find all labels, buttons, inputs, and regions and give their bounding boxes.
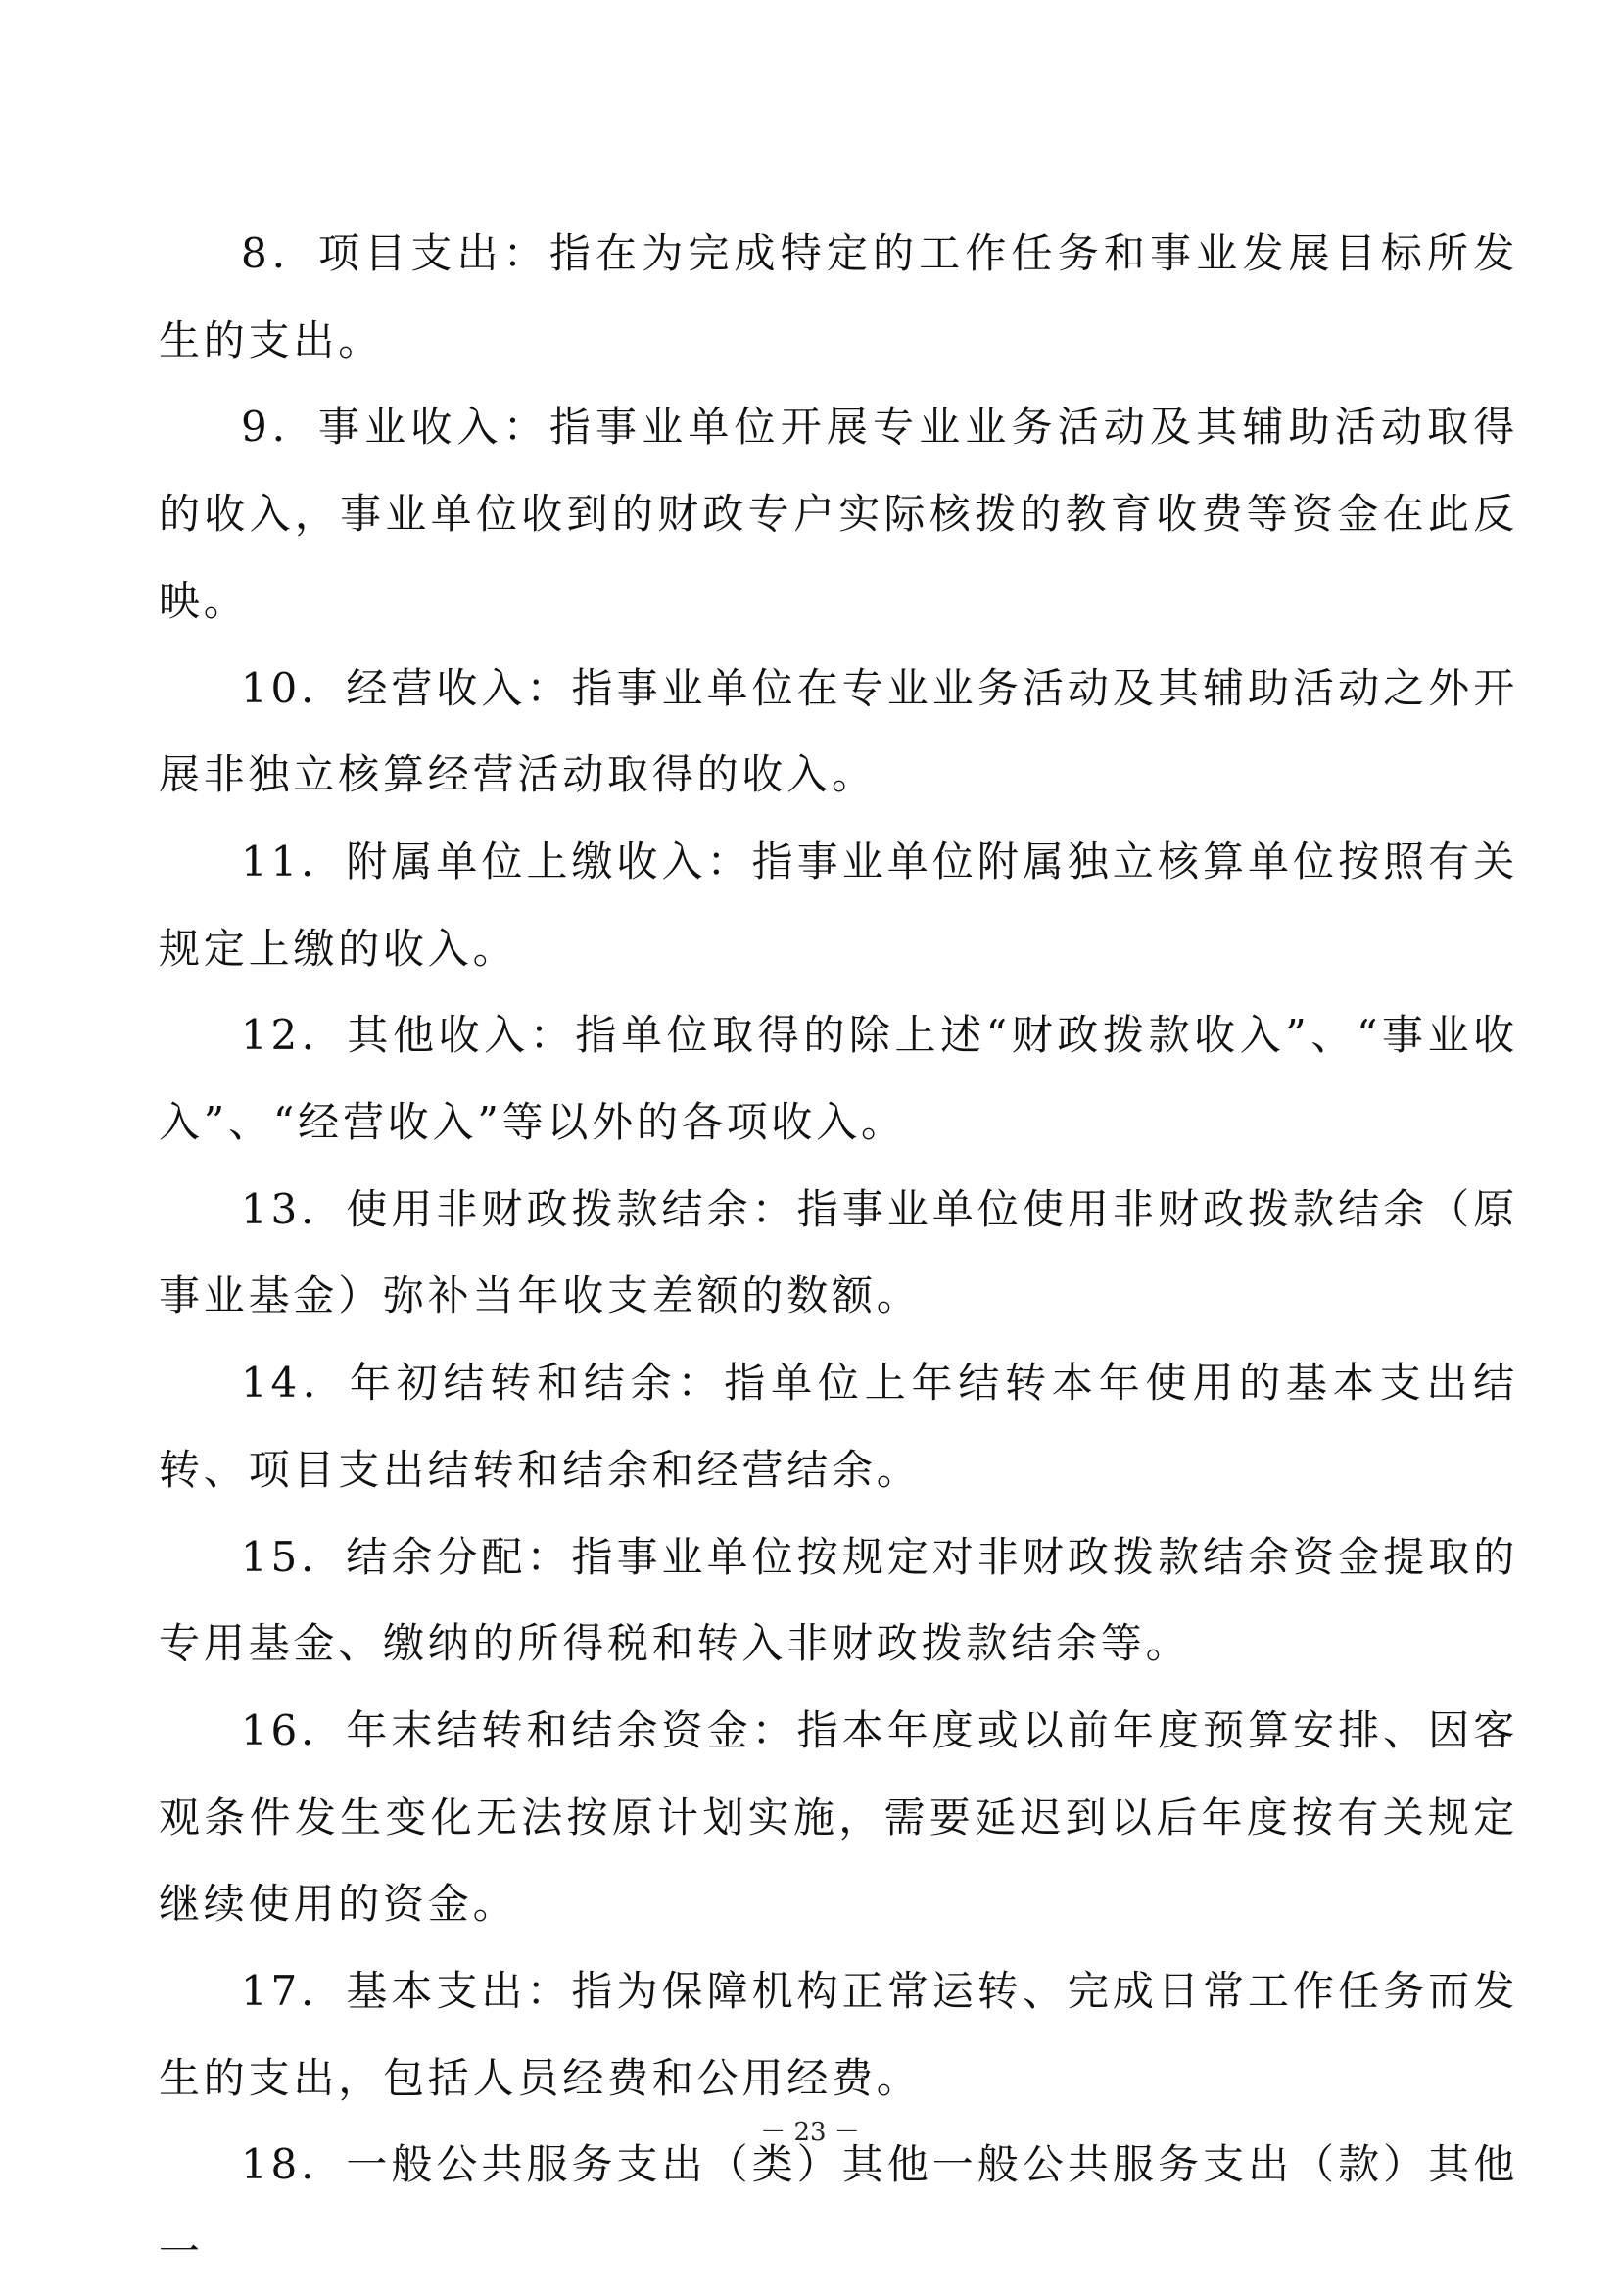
paragraph-item-12: 12．其他收入：指单位取得的除上述“财政拨款收入”、“事业收入”、“经营收入”等以外的各项收入。 bbox=[159, 1011, 1518, 1147]
paragraph-item-16: 16．年末结转和结余资金：指本年度或以前年度预算安排、因客观条件发生变化无法按原计划实施，需要延迟到以后年度按有关规定继续使用的资金。 bbox=[159, 1705, 1518, 1929]
paragraph-item-10: 10．经营收入：指事业单位在专业业务活动及其辅助活动之外开展非独立核算经营活动取得的收入。 bbox=[159, 663, 1518, 799]
paragraph-item-8: 8．项目支出：指在为完成特定的工作任务和事业发展目标所发生的支出。 bbox=[159, 229, 1518, 364]
paragraph-item-15: 15．结余分配：指事业单位按规定对非财政拨款结余资金提取的专用基金、缴纳的所得税和转入非财政拨款结余等。 bbox=[159, 1532, 1518, 1668]
paragraph-item-18: 18．一般公共服务支出（类）其他一般公共服务支出（款）其他一 bbox=[159, 2140, 1518, 2276]
paragraph-item-13: 13．使用非财政拨款结余：指事业单位使用非财政拨款结余（原事业基金）弥补当年收支差额的数额。 bbox=[159, 1184, 1518, 1320]
paragraph-item-17: 17．基本支出：指为保障机构正常运转、完成日常工作任务而发生的支出，包括人员经费和公用经费。 bbox=[159, 1967, 1518, 2102]
document-body bbox=[159, 211, 1518, 2296]
paragraph-item-9: 9．事业收入：指事业单位开展专业业务活动及其辅助活动取得的收入，事业单位收到的财政专户实际核拨的教育收费等资金在此反映。 bbox=[159, 403, 1518, 625]
paragraph-item-11: 11．附属单位上缴收入：指事业单位附属独立核算单位按照有关规定上缴的收入。 bbox=[159, 837, 1518, 973]
page-number: － 23 － bbox=[760, 2118, 860, 2147]
paragraph-item-14: 14．年初结转和结余：指单位上年结转本年使用的基本支出结转、项目支出结转和结余和经营结余。 bbox=[159, 1359, 1518, 1494]
